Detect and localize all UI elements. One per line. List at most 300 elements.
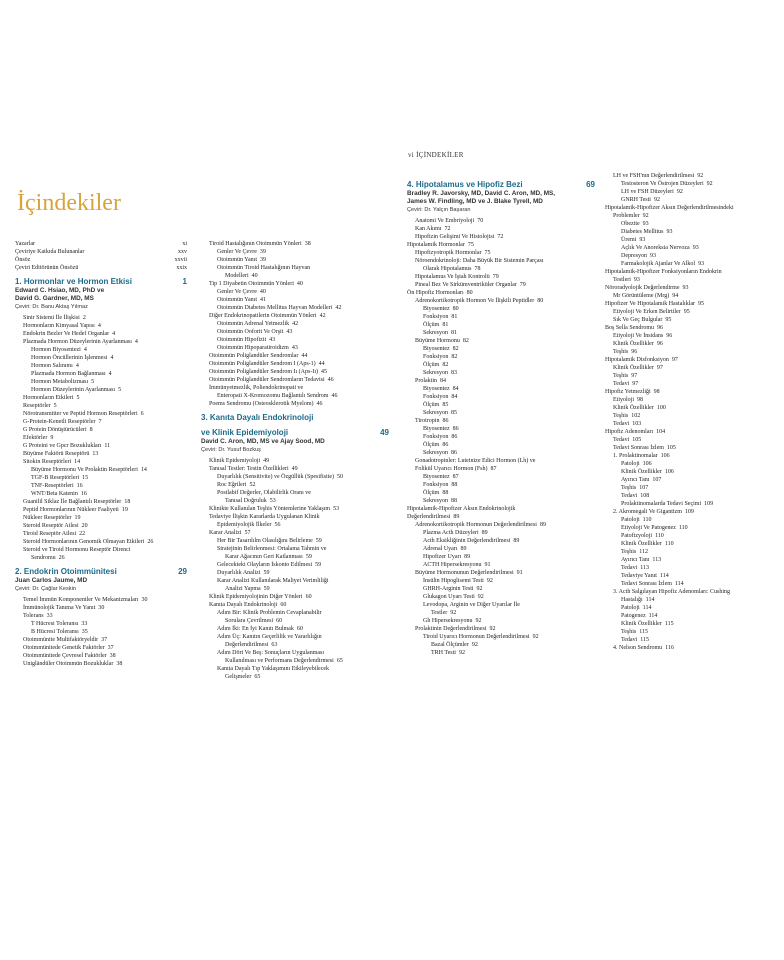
- toc-entry[interactable]: [605, 588, 777, 596]
- toc-entry[interactable]: [15, 418, 187, 426]
- toc-entry[interactable]: [407, 273, 595, 281]
- toc-entry[interactable]: [407, 577, 595, 585]
- toc-entry[interactable]: [605, 380, 777, 388]
- toc-entry-title: Tedavi: [621, 493, 638, 499]
- toc-entry[interactable]: [605, 548, 777, 556]
- toc-entry-title: Nöroradyolojik Değerlendirme: [605, 285, 680, 291]
- toc-entry[interactable]: [407, 585, 595, 593]
- toc-page-number: 92: [642, 213, 649, 219]
- toc-entry[interactable]: [201, 304, 389, 312]
- toc-entry[interactable]: [201, 489, 389, 497]
- toc-page-number: 82: [452, 346, 459, 352]
- toc-entry[interactable]: [15, 522, 187, 530]
- toc-entry[interactable]: [201, 481, 389, 489]
- toc-entry[interactable]: [605, 476, 777, 484]
- toc-page-number: 85: [451, 410, 457, 416]
- chapter-translator: Çeviri: Dr. Banu Aktaş Yılmaz: [15, 304, 88, 310]
- toc-entry[interactable]: [201, 609, 389, 617]
- toc-entry[interactable]: [407, 233, 595, 241]
- toc-entry[interactable]: [15, 386, 187, 394]
- toc-page-number: 40: [259, 289, 266, 295]
- toc-entry[interactable]: [15, 620, 187, 628]
- toc-entry[interactable]: [407, 401, 595, 409]
- toc-entry[interactable]: [407, 497, 595, 505]
- toc-entry[interactable]: [407, 305, 595, 313]
- toc-entry[interactable]: [407, 281, 595, 289]
- toc-entry[interactable]: [605, 620, 777, 628]
- toc-page-number: 89: [481, 530, 488, 536]
- toc-entry-title: Tedavi: [613, 381, 630, 387]
- toc-entry[interactable]: [15, 514, 187, 522]
- toc-entry[interactable]: [605, 188, 777, 196]
- toc-entry-title: Sorulara Çevrilmesi: [225, 618, 274, 624]
- toc-entry[interactable]: [201, 384, 389, 392]
- toc-entry[interactable]: [201, 561, 389, 569]
- toc-entry[interactable]: [407, 505, 595, 513]
- toc-entry[interactable]: [15, 338, 187, 346]
- toc-entry[interactable]: [201, 280, 389, 288]
- toc-entry[interactable]: [605, 244, 777, 252]
- toc-page-number: 5: [118, 387, 122, 393]
- toc-entry[interactable]: [15, 546, 187, 554]
- toc-entry[interactable]: [201, 344, 389, 352]
- toc-entry[interactable]: [407, 553, 595, 561]
- toc-page-number: 63: [271, 642, 278, 648]
- toc-entry[interactable]: [407, 625, 595, 633]
- toc-entry[interactable]: [201, 296, 389, 304]
- toc-entry[interactable]: [15, 450, 187, 458]
- toc-entry-title: Kullanılması ve Performans Değerlendirmesi: [225, 658, 334, 664]
- toc-page-number: 114: [642, 605, 652, 611]
- toc-entry[interactable]: [201, 513, 389, 521]
- toc-entry-title: Hormon Salınımı: [31, 363, 73, 369]
- toc-entry[interactable]: [407, 353, 595, 361]
- toc-entry[interactable]: [407, 609, 595, 617]
- toc-entry-title: Üremi: [621, 237, 637, 243]
- toc-entry[interactable]: [201, 673, 389, 681]
- toc-entry-title: Tedaviye Yanıt: [621, 573, 657, 579]
- toc-entry[interactable]: [605, 228, 777, 236]
- toc-entry-title: Sekresyon: [423, 370, 448, 376]
- toc-entry[interactable]: [605, 628, 777, 636]
- toc-page-number: 26: [147, 539, 154, 545]
- toc-entry[interactable]: [605, 524, 777, 532]
- toc-entry[interactable]: [407, 361, 595, 369]
- toc-entry[interactable]: [605, 364, 777, 372]
- toc-entry[interactable]: [605, 356, 777, 364]
- toc-entry[interactable]: [605, 580, 777, 588]
- toc-entry[interactable]: [605, 180, 777, 188]
- toc-entry[interactable]: [201, 553, 389, 561]
- toc-page-number: 96: [631, 349, 638, 355]
- toc-entry[interactable]: [605, 604, 777, 612]
- toc-entry[interactable]: [15, 240, 187, 248]
- toc-entry[interactable]: [201, 537, 389, 545]
- toc-entry[interactable]: [407, 633, 595, 641]
- toc-entry-title: Adım Bir: Klinik Problemin Cevaplanabilir: [217, 610, 322, 616]
- toc-entry[interactable]: [201, 641, 389, 649]
- toc-entry[interactable]: [407, 217, 595, 225]
- toc-entry[interactable]: [15, 490, 187, 498]
- toc-entry[interactable]: [407, 569, 595, 577]
- toc-entry[interactable]: [605, 516, 777, 524]
- toc-entry[interactable]: [15, 628, 187, 636]
- toc-entry[interactable]: [201, 625, 389, 633]
- toc-entry[interactable]: [605, 260, 777, 268]
- toc-entry[interactable]: [201, 649, 389, 657]
- toc-page-number: 81: [451, 314, 458, 320]
- toc-entry[interactable]: [15, 362, 187, 370]
- toc-entry[interactable]: [15, 354, 187, 362]
- toc-entry-title: Steroid Hormonlarının Genomik Olmayan Etkileri: [23, 539, 145, 545]
- toc-entry[interactable]: [605, 436, 777, 444]
- toc-entry[interactable]: [201, 593, 389, 601]
- toc-entry[interactable]: [605, 220, 777, 228]
- toc-entry[interactable]: [605, 292, 777, 300]
- toc-entry[interactable]: [201, 473, 389, 481]
- toc-entry-title: Duyarlılık Analizi: [217, 570, 261, 576]
- toc-entry[interactable]: [407, 345, 595, 353]
- toc-entry[interactable]: [15, 442, 187, 450]
- toc-entry[interactable]: [201, 457, 389, 465]
- toc-entry-title: Etiyoloji Ve Erken Belirtiler: [613, 309, 681, 315]
- toc-entry[interactable]: [201, 529, 389, 537]
- toc-entry[interactable]: [407, 265, 595, 273]
- toc-entry[interactable]: [15, 554, 187, 562]
- toc-page-number: 109: [704, 501, 714, 507]
- toc-entry[interactable]: [605, 508, 777, 516]
- toc-entry-title: Tolerans: [23, 613, 44, 619]
- toc-entry[interactable]: [15, 530, 187, 538]
- toc-entry-title: Hastalığı: [621, 597, 643, 603]
- toc-entry[interactable]: [407, 441, 595, 449]
- chapter-translator: Çeviri: Dr. Çağlar Keskin: [15, 586, 76, 592]
- toc-column-4: [605, 172, 777, 652]
- toc-entry-title: Hipofizyotropik Hormonlar: [415, 250, 482, 256]
- toc-entry[interactable]: [201, 633, 389, 641]
- toc-entry[interactable]: [201, 585, 389, 593]
- toc-entry[interactable]: [15, 256, 187, 264]
- chapter-translator: Çeviri: Dr. Yusuf Bozkuş: [201, 447, 261, 453]
- toc-entry[interactable]: [407, 521, 595, 529]
- toc-entry[interactable]: [201, 272, 389, 280]
- toc-page-number: 4: [134, 339, 138, 345]
- toc-entry[interactable]: [15, 498, 187, 506]
- running-header: vi İÇİNDEKİLER: [408, 151, 464, 159]
- toc-entry[interactable]: [201, 577, 389, 585]
- toc-entry[interactable]: [407, 385, 595, 393]
- toc-entry[interactable]: [15, 474, 187, 482]
- toc-entry[interactable]: [201, 465, 389, 473]
- toc-entry-title: Otoimmün Tiroid Hastalığının Hayvan: [217, 265, 311, 271]
- toc-entry[interactable]: [15, 322, 187, 330]
- toc-entry-title: Testosteron Ve Östrojen Düzeyleri: [621, 181, 704, 187]
- toc-entry[interactable]: [201, 336, 389, 344]
- toc-entry[interactable]: [407, 433, 595, 441]
- toc-entry[interactable]: [15, 434, 187, 442]
- toc-entry[interactable]: [15, 264, 187, 272]
- toc-page-number: 91: [516, 570, 523, 576]
- toc-entry-title: Klinik Özellikler: [621, 541, 662, 547]
- toc-entry[interactable]: [407, 369, 595, 377]
- toc-entry[interactable]: [15, 402, 187, 410]
- toc-page-number: xi: [182, 241, 187, 247]
- toc-entry[interactable]: [605, 540, 777, 548]
- toc-entry[interactable]: [15, 394, 187, 402]
- toc-entry[interactable]: [15, 466, 187, 474]
- toc-entry[interactable]: [605, 252, 777, 260]
- toc-entry[interactable]: [15, 330, 187, 338]
- toc-entry-title: Otoimmün Poliglandüler Sendromların Tedavisi: [209, 377, 325, 383]
- toc-entry-title: Hipotalamik Hormonlar: [407, 242, 465, 248]
- toc-entry[interactable]: [605, 340, 777, 348]
- toc-entry-title: Acth Eksikliğinin Değerlendirilmesi: [423, 538, 511, 544]
- toc-entry[interactable]: [605, 332, 777, 340]
- toc-entry[interactable]: [605, 492, 777, 500]
- toc-entry[interactable]: [605, 412, 777, 420]
- toc-entry[interactable]: [605, 452, 777, 460]
- toc-entry[interactable]: [15, 644, 187, 652]
- toc-entry[interactable]: [407, 457, 595, 465]
- toc-page-number: 92: [532, 634, 539, 640]
- toc-entry[interactable]: [407, 377, 595, 385]
- toc-page-number: 83: [451, 370, 457, 376]
- toc-entry-title: Teşhis: [621, 485, 637, 491]
- toc-entry[interactable]: [15, 652, 187, 660]
- toc-entry[interactable]: [605, 204, 777, 212]
- toc-entry[interactable]: [15, 248, 187, 256]
- toc-entry-title: Etiyoloji Ve Patogenez: [621, 525, 676, 531]
- toc-entry[interactable]: [407, 473, 595, 481]
- toc-entry[interactable]: [605, 468, 777, 476]
- toc-entry[interactable]: [407, 321, 595, 329]
- toc-entry[interactable]: [407, 225, 595, 233]
- toc-entry[interactable]: [605, 172, 777, 180]
- toc-entry[interactable]: [605, 396, 777, 404]
- toc-entry[interactable]: [605, 636, 777, 644]
- toc-entry[interactable]: [15, 346, 187, 354]
- toc-entry-title: Teşhis: [621, 629, 637, 635]
- toc-entry[interactable]: [605, 428, 777, 436]
- toc-entry[interactable]: [605, 348, 777, 356]
- toc-entry[interactable]: [407, 449, 595, 457]
- toc-entry-title: Roc Eğrileri: [217, 482, 247, 488]
- toc-entry[interactable]: [605, 300, 777, 308]
- toc-entry[interactable]: [201, 569, 389, 577]
- toc-entry[interactable]: [201, 505, 389, 513]
- toc-entry[interactable]: [201, 256, 389, 264]
- toc-entry[interactable]: [407, 617, 595, 625]
- toc-entry-title: Testleri: [613, 277, 631, 283]
- toc-entry[interactable]: [407, 393, 595, 401]
- toc-entry[interactable]: [407, 249, 595, 257]
- toc-entry[interactable]: [407, 329, 595, 337]
- toc-entry[interactable]: [201, 328, 389, 336]
- toc-entry[interactable]: [201, 320, 389, 328]
- toc-page-number: 5: [53, 403, 57, 409]
- toc-entry[interactable]: [605, 284, 777, 292]
- toc-entry[interactable]: [605, 612, 777, 620]
- toc-entry[interactable]: [605, 644, 777, 652]
- toc-entry-title: Tedavi Sonrası İzlem: [621, 581, 672, 587]
- toc-page-number: 38: [304, 241, 311, 247]
- toc-page-number: 18: [124, 499, 131, 505]
- toc-entry-title: Tiroid Uyarıcı Hormonun Değerlendirilmesi: [423, 634, 530, 640]
- toc-entry[interactable]: [605, 556, 777, 564]
- toc-entry[interactable]: [15, 426, 187, 434]
- toc-entry[interactable]: [15, 604, 187, 612]
- toc-page-number: 96: [656, 341, 663, 347]
- toc-page-number: 93: [682, 285, 689, 291]
- chapter-authors: Juan Carlos Jaume, MD: [15, 577, 88, 584]
- toc-entry-title: 4. Nelson Sendromu: [613, 645, 663, 651]
- toc-entry[interactable]: [605, 388, 777, 396]
- toc-entry[interactable]: [605, 420, 777, 428]
- toc-entry[interactable]: [605, 268, 777, 276]
- toc-entry[interactable]: [407, 641, 595, 649]
- toc-entry[interactable]: [605, 236, 777, 244]
- toc-entry[interactable]: [605, 500, 777, 508]
- toc-entry-title: T Hücresi Toleransı: [31, 621, 79, 627]
- toc-entry[interactable]: [407, 465, 595, 473]
- toc-entry[interactable]: [407, 297, 595, 305]
- toc-entry[interactable]: [15, 612, 187, 620]
- toc-entry[interactable]: [15, 538, 187, 546]
- toc-entry[interactable]: [407, 313, 595, 321]
- toc-entry[interactable]: [605, 324, 777, 332]
- toc-entry[interactable]: [605, 532, 777, 540]
- toc-entry-title: WNT/Beta Katenin: [31, 491, 78, 497]
- toc-page-number: 91: [484, 562, 491, 568]
- toc-entry[interactable]: [201, 400, 389, 408]
- toc-page-number: 95: [665, 317, 672, 323]
- toc-entry[interactable]: [407, 257, 595, 265]
- toc-page-number: 42: [319, 313, 326, 319]
- toc-entry[interactable]: [407, 601, 595, 609]
- toc-entry[interactable]: [201, 352, 389, 360]
- toc-entry-title: Karar Analizi: [209, 530, 242, 536]
- toc-entry[interactable]: [407, 537, 595, 545]
- toc-entry[interactable]: [15, 482, 187, 490]
- toc-page-number: 93: [642, 221, 649, 227]
- toc-entry[interactable]: [605, 196, 777, 204]
- toc-entry-title: Gelişmeler: [225, 674, 252, 680]
- toc-entry[interactable]: [605, 460, 777, 468]
- toc-entry-title: Önsöz: [15, 257, 31, 263]
- toc-entry[interactable]: [201, 617, 389, 625]
- toc-entry[interactable]: [201, 312, 389, 320]
- toc-entry[interactable]: [407, 593, 595, 601]
- toc-entry[interactable]: [201, 665, 389, 673]
- toc-entry[interactable]: [407, 417, 595, 425]
- toc-entry[interactable]: [407, 529, 595, 537]
- toc-entry[interactable]: [605, 596, 777, 604]
- toc-entry[interactable]: [201, 376, 389, 384]
- toc-entry[interactable]: [201, 368, 389, 376]
- toc-page-number: 38: [109, 653, 116, 659]
- toc-entry[interactable]: [605, 308, 777, 316]
- toc-entry[interactable]: [201, 288, 389, 296]
- toc-entry[interactable]: [605, 404, 777, 412]
- toc-entry[interactable]: [605, 212, 777, 220]
- toc-entry[interactable]: [201, 360, 389, 368]
- toc-entry[interactable]: [15, 596, 187, 604]
- toc-entry-title: Ölçüm: [423, 322, 440, 328]
- toc-entry[interactable]: [201, 240, 389, 248]
- toc-entry-title: Hipotalamik-Hipofizer Aksın Değerlendirilmesindeki: [605, 205, 734, 211]
- toc-page-number: 102: [631, 413, 641, 419]
- toc-entry[interactable]: [605, 276, 777, 284]
- toc-entry-title: Genler Ve Çevre: [217, 289, 257, 295]
- toc-page-number: 110: [678, 525, 688, 531]
- toc-entry[interactable]: [15, 314, 187, 322]
- toc-entry[interactable]: [15, 370, 187, 378]
- toc-entry[interactable]: [201, 497, 389, 505]
- toc-entry[interactable]: [15, 458, 187, 466]
- toc-page-number: 115: [639, 629, 649, 635]
- toc-entry-title: Otoimmün Poliglandüler Sendromlar: [209, 353, 299, 359]
- toc-entry[interactable]: [407, 545, 595, 553]
- toc-entry[interactable]: [407, 289, 595, 297]
- toc-entry[interactable]: [407, 513, 595, 521]
- toc-entry[interactable]: [605, 564, 777, 572]
- toc-page-number: 79: [519, 282, 526, 288]
- toc-entry[interactable]: [15, 378, 187, 386]
- toc-entry[interactable]: [407, 561, 595, 569]
- toc-entry[interactable]: [605, 316, 777, 324]
- toc-entry[interactable]: [605, 484, 777, 492]
- toc-page-number: xxix: [176, 265, 187, 271]
- chapter-page-number: 29: [178, 567, 187, 576]
- toc-page-number: 92: [653, 197, 660, 203]
- toc-entry-title: Genler Ve Çevre: [217, 249, 257, 255]
- toc-page-number: 33: [81, 621, 88, 627]
- toc-entry[interactable]: [201, 392, 389, 400]
- toc-entry-title: Tiroid Hastalığının Otoimmün Yönleri: [209, 241, 302, 247]
- toc-entry[interactable]: [407, 337, 595, 345]
- toc-page-number: 43: [286, 329, 293, 335]
- toc-entry-title: TNF-Reseptörleri: [31, 483, 74, 489]
- toc-page-number: 4: [108, 371, 112, 377]
- toc-entry-title: Klinik Özellikler: [621, 621, 662, 627]
- toc-entry[interactable]: [15, 506, 187, 514]
- toc-entry[interactable]: [201, 248, 389, 256]
- toc-entry[interactable]: [605, 372, 777, 380]
- toc-entry-title: LH ve FSH'nın Değerlendirilmesi: [613, 173, 695, 179]
- toc-entry[interactable]: [15, 410, 187, 418]
- toc-entry[interactable]: [201, 521, 389, 529]
- toc-entry[interactable]: [201, 545, 389, 553]
- toc-entry[interactable]: [407, 649, 595, 657]
- chapter-heading: [201, 413, 389, 423]
- toc-page-number: 2: [82, 315, 86, 321]
- toc-entry[interactable]: [201, 601, 389, 609]
- toc-page-number: 88: [442, 490, 449, 496]
- toc-entry-title: Otoimmün Diabetes Mellitus Hayvan Modelleri: [217, 305, 333, 311]
- toc-entry[interactable]: [407, 241, 595, 249]
- toc-entry[interactable]: [407, 409, 595, 417]
- toc-entry[interactable]: [201, 264, 389, 272]
- toc-entry[interactable]: [201, 657, 389, 665]
- toc-entry-title: Sekresyon: [423, 498, 448, 504]
- toc-entry[interactable]: [407, 481, 595, 489]
- toc-entry[interactable]: [605, 444, 777, 452]
- toc-entry[interactable]: [15, 660, 187, 668]
- toc-entry[interactable]: [605, 572, 777, 580]
- toc-entry[interactable]: [15, 636, 187, 644]
- toc-entry[interactable]: [407, 489, 595, 497]
- toc-entry[interactable]: [407, 425, 595, 433]
